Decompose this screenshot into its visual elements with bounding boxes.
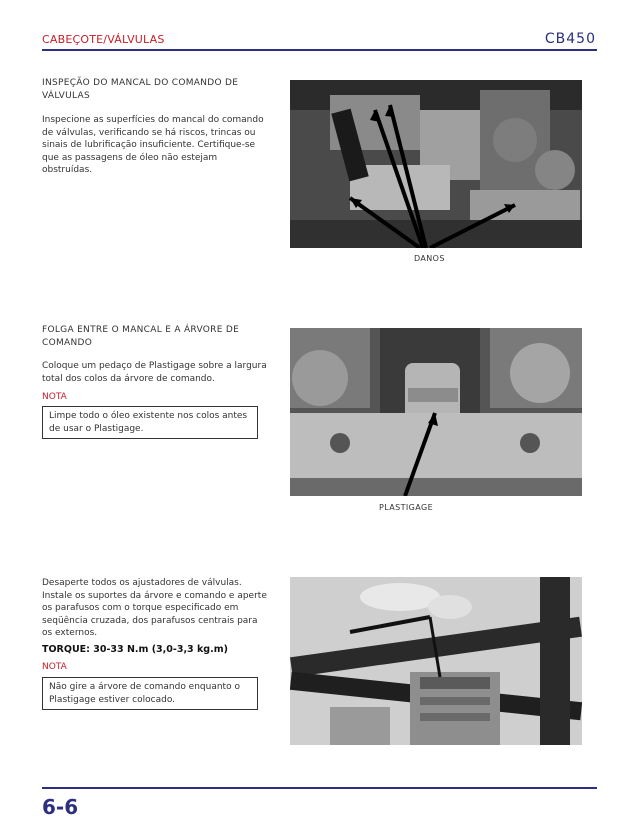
note-box-1: Limpe todo o óleo existente nos colos antes de usar o Plastigage. bbox=[42, 406, 258, 439]
header-rule bbox=[42, 49, 597, 51]
text-tighten-bolts: Desaperte todos os ajustadores de válvulas. Instale os suportes da árvore e comando e aperte os parafusos com o torque especificado em seqüência cruzada, dos parafusos centrais para os externos. bbox=[42, 578, 267, 638]
caption-plastigage: PLASTIGAGE bbox=[379, 503, 434, 512]
heading-bearing-clearance: FOLGA ENTRE O MANCAL E A ÁRVORE DE COMANDO bbox=[42, 325, 240, 348]
caption-danos: DANOS bbox=[414, 254, 445, 263]
nota-label-2: NOTA bbox=[42, 662, 67, 672]
heading-bearing-inspection: INSPEÇÃO DO MANCAL DO COMANDO DE VÁLVULAS bbox=[42, 78, 239, 101]
nota-label-1: NOTA bbox=[42, 392, 67, 402]
model-label: CB450 bbox=[544, 31, 596, 47]
photo-plastigage bbox=[290, 328, 582, 496]
section-title: CABEÇOTE/VÁLVULAS bbox=[42, 33, 165, 46]
photo-torque-wrench bbox=[290, 577, 582, 745]
footer-rule bbox=[42, 787, 597, 789]
text-plastigage: Coloque um pedaço de Plastigage sobre a largura total dos colos da árvore de comando. bbox=[42, 361, 267, 384]
torque-spec: TORQUE: 30-33 N.m (3,0-3,3 kg.m) bbox=[42, 644, 228, 655]
photo-camshaft-bearing-damage bbox=[290, 80, 582, 248]
page-number: 6-6 bbox=[42, 795, 79, 819]
note-box-2: Não gire a árvore de comando enquanto o Plastigage estiver colocado. bbox=[42, 677, 258, 710]
text-bearing-inspection: Inspecione as superfícies do mancal do comando de válvulas, verificando se há riscos, trincas ou sinais de lubrificação insuficiente. Certifique-se que as passagens de óleo não estejam obstruídas. bbox=[42, 115, 264, 175]
